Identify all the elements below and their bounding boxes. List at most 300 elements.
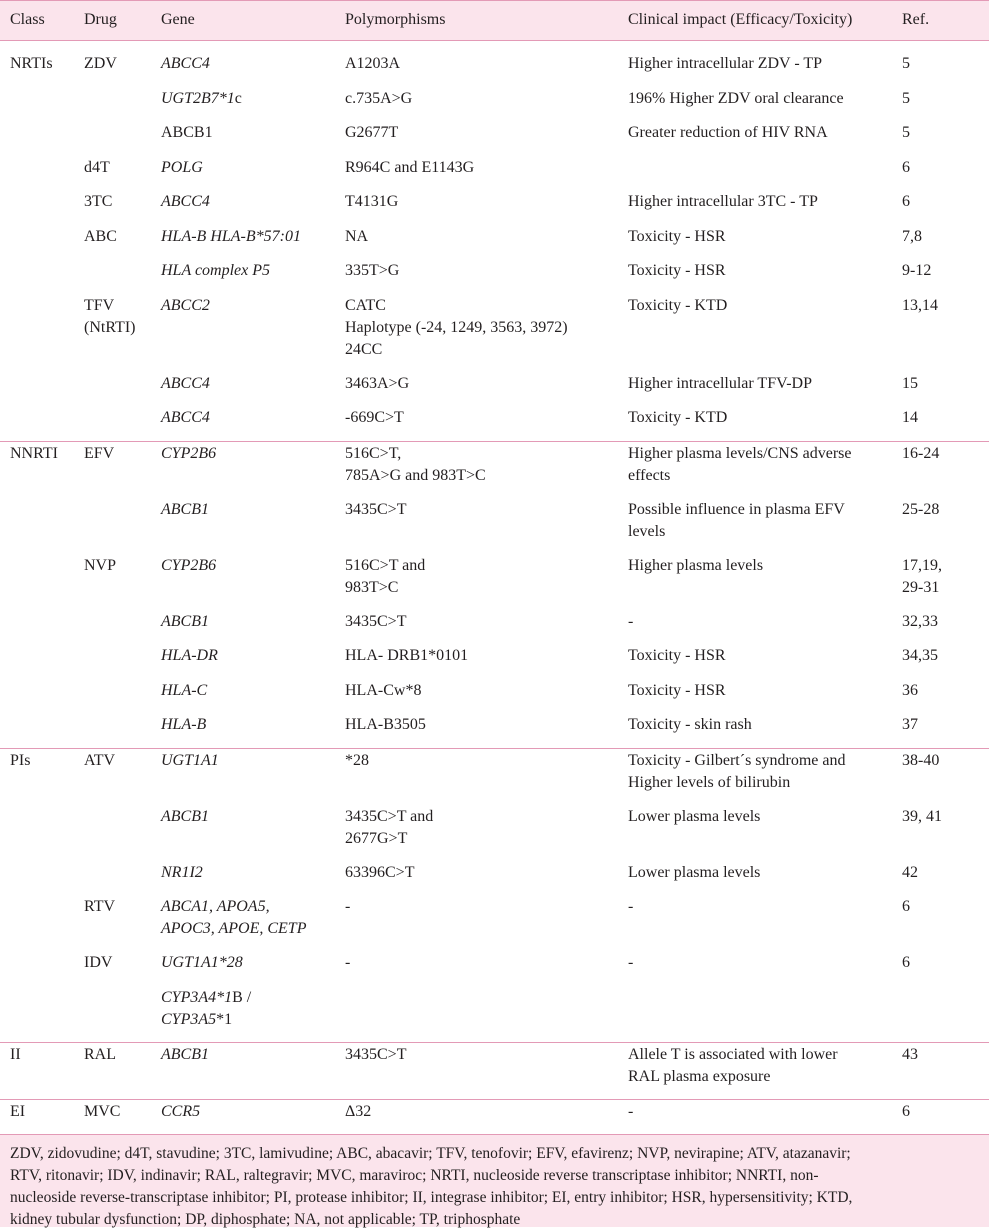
cell-polymorphisms-text: 2677G>T <box>345 829 408 847</box>
cell-class <box>0 679 74 714</box>
cell-clinical-impact <box>618 554 892 610</box>
cell-clinical-impact-text: Higher intracellular 3TC - TP <box>628 193 818 210</box>
cell-class <box>0 41 74 87</box>
cell-drug <box>74 372 151 407</box>
header-drug: Drug <box>74 1 151 41</box>
cell-drug-text: TFV <box>84 296 115 314</box>
cell-drug <box>74 156 151 191</box>
cell-gene <box>151 610 335 645</box>
cell-clinical-impact <box>618 498 892 554</box>
header-polymorphisms: Polymorphisms <box>335 1 618 41</box>
cell-drug-text: EFV <box>84 444 115 462</box>
cell-drug <box>74 190 151 225</box>
cell-clinical-impact-text: Toxicity - KTD <box>628 409 728 426</box>
cell-class-text: NNRTI <box>10 444 58 462</box>
cell-drug <box>74 679 151 714</box>
cell-class <box>0 259 74 294</box>
cell-class <box>0 406 74 441</box>
cell-clinical-impact <box>618 41 892 87</box>
header-clinical-impact: Clinical impact (Efficacy/Toxicity) <box>618 1 892 41</box>
cell-drug-text: MVC <box>84 1102 121 1120</box>
cell-polymorphisms <box>335 644 618 679</box>
cell-polymorphisms <box>335 41 618 87</box>
cell-clinical-impact <box>618 121 892 156</box>
cell-polymorphisms <box>335 805 618 861</box>
cell-class <box>0 554 74 610</box>
cell-clinical-impact-text: Toxicity - HSR <box>628 681 726 699</box>
cell-clinical-impact-text: Higher plasma levels/CNS adverse <box>628 444 852 462</box>
table-row <box>0 190 989 225</box>
cell-polymorphisms-text: HLA-B3505 <box>345 716 426 733</box>
cell-clinical-impact-text: - <box>628 612 634 630</box>
cell-gene-text: CCR5 <box>161 1102 201 1120</box>
cell-ref-text: 9-12 <box>902 262 932 279</box>
cell-polymorphisms <box>335 498 618 554</box>
cell-ref <box>892 861 989 896</box>
cell-clinical-impact <box>618 406 892 441</box>
cell-polymorphisms-text: HLA-Cw*8 <box>345 681 422 699</box>
cell-drug-text: (NtRTI) <box>84 318 136 336</box>
cell-gene-text: HLA-B HLA-B*57:01 <box>161 227 301 245</box>
cell-ref <box>892 498 989 554</box>
cell-gene <box>151 121 335 156</box>
cell-ref <box>892 121 989 156</box>
cell-drug-text: 3TC <box>84 193 113 210</box>
cell-drug-text: ATV <box>84 751 116 769</box>
cell-gene <box>151 679 335 714</box>
cell-gene-text: CYP3A4*1B / <box>161 988 252 1006</box>
cell-clinical-impact <box>618 225 892 260</box>
cell-gene-text: CYP2B6 <box>161 444 217 462</box>
cell-ref-text: 14 <box>902 409 918 426</box>
cell-gene <box>151 87 335 122</box>
cell-polymorphisms <box>335 861 618 896</box>
cell-polymorphisms-text: 785A>G and 983T>C <box>345 466 486 484</box>
cell-clinical-impact-text: Allele T is associated with lower <box>628 1045 838 1063</box>
cell-class <box>0 610 74 645</box>
cell-drug <box>74 498 151 554</box>
cell-drug-text: d4T <box>84 158 110 176</box>
cell-drug <box>74 805 151 861</box>
cell-ref-text: 34,35 <box>902 647 938 664</box>
cell-clinical-impact-text: Toxicity - HSR <box>628 262 726 279</box>
cell-class <box>0 1099 74 1135</box>
cell-ref <box>892 406 989 441</box>
cell-gene-text: HLA-C <box>161 681 208 699</box>
footnote-line: kidney tubular dysfunction; DP, diphosphate; NA, not applicable; TP, triphosphate <box>10 1211 521 1228</box>
cell-polymorphisms-text: G2677T <box>345 124 399 141</box>
cell-gene-text: POLG <box>161 158 203 176</box>
cell-ref <box>892 1042 989 1099</box>
cell-drug <box>74 87 151 122</box>
cell-gene-text: ABCA1, APOA5, <box>161 898 270 915</box>
table-row <box>0 986 989 1043</box>
cell-clinical-impact <box>618 644 892 679</box>
cell-gene-text: CYP3A5*1 <box>161 1010 233 1028</box>
cell-ref <box>892 372 989 407</box>
cell-clinical-impact-text: Greater reduction of HIV RNA <box>628 124 828 141</box>
cell-polymorphisms-text: 3435C>T <box>345 500 407 518</box>
cell-polymorphisms-text: 983T>C <box>345 578 399 596</box>
cell-clinical-impact <box>618 805 892 861</box>
cell-clinical-impact-text: 196% Higher ZDV oral clearance <box>628 89 844 107</box>
cell-ref <box>892 748 989 805</box>
table-row <box>0 121 989 156</box>
cell-ref <box>892 951 989 986</box>
cell-polymorphisms <box>335 372 618 407</box>
cell-drug <box>74 951 151 986</box>
table-row <box>0 861 989 896</box>
cell-ref-text: 16-24 <box>902 444 940 462</box>
table-row <box>0 951 989 986</box>
cell-ref-text: 6 <box>902 158 910 176</box>
cell-ref-text: 6 <box>902 954 910 971</box>
cell-gene-text: ABCC4 <box>161 374 210 392</box>
cell-class <box>0 225 74 260</box>
cell-clinical-impact <box>618 679 892 714</box>
cell-gene-text: NR1I2 <box>161 863 203 881</box>
cell-drug <box>74 748 151 805</box>
cell-ref-text: 37 <box>902 716 918 733</box>
cell-ref <box>892 87 989 122</box>
footnote-line: RTV, ritonavir; IDV, indinavir; RAL, raltegravir; MVC, maraviroc; NRTI, nucleoside reverse transcriptase inhibitor; NNRTI, non- <box>10 1167 819 1184</box>
cell-class <box>0 713 74 748</box>
cell-class-text: EI <box>10 1102 26 1120</box>
cell-gene-text: ABCC4 <box>161 55 210 72</box>
cell-gene-text: ABCC2 <box>161 296 210 314</box>
cell-ref <box>892 41 989 87</box>
cell-ref <box>892 713 989 748</box>
cell-drug <box>74 294 151 372</box>
cell-gene <box>151 406 335 441</box>
cell-clinical-impact <box>618 861 892 896</box>
cell-polymorphisms <box>335 895 618 951</box>
cell-gene-text: APOC3, APOE, CETP <box>161 920 307 937</box>
cell-ref-text: 6 <box>902 1102 910 1120</box>
cell-ref <box>892 1099 989 1135</box>
cell-gene <box>151 713 335 748</box>
cell-clinical-impact-text: Lower plasma levels <box>628 807 761 825</box>
cell-polymorphisms-text: A1203A <box>345 55 401 72</box>
cell-clinical-impact-text: Toxicity - skin rash <box>628 716 752 733</box>
cell-clinical-impact-text: Higher intracellular ZDV - TP <box>628 55 823 72</box>
table-row <box>0 610 989 645</box>
cell-gene <box>151 748 335 805</box>
cell-polymorphisms <box>335 156 618 191</box>
cell-ref <box>892 986 989 1043</box>
cell-class <box>0 1042 74 1099</box>
cell-class <box>0 156 74 191</box>
cell-clinical-impact <box>618 156 892 191</box>
cell-polymorphisms-text: 3435C>T <box>345 1045 407 1063</box>
cell-ref-text: 6 <box>902 193 910 210</box>
cell-clinical-impact-text: Higher plasma levels <box>628 556 764 574</box>
cell-clinical-impact-text: Toxicity - KTD <box>628 296 728 314</box>
cell-class <box>0 294 74 372</box>
table-row <box>0 644 989 679</box>
cell-gene <box>151 554 335 610</box>
cell-clinical-impact-text: Toxicity - Gilbert´s syndrome and <box>628 751 846 769</box>
cell-polymorphisms <box>335 259 618 294</box>
cell-gene <box>151 644 335 679</box>
cell-polymorphisms <box>335 225 618 260</box>
cell-ref-text: 43 <box>902 1045 918 1063</box>
cell-ref-text: 38-40 <box>902 751 940 769</box>
header-class: Class <box>0 1 74 41</box>
cell-gene-text: ABCC4 <box>161 193 210 210</box>
table-row <box>0 225 989 260</box>
cell-class-text: NRTIs <box>10 55 53 72</box>
cell-gene <box>151 951 335 986</box>
cell-gene-text: UGT1A1*28 <box>161 954 243 971</box>
cell-drug <box>74 1099 151 1135</box>
cell-drug-text: RTV <box>84 898 116 915</box>
cell-ref-text: 5 <box>902 55 910 72</box>
cell-polymorphisms-text: Δ32 <box>345 1102 372 1120</box>
cell-class-text: II <box>10 1045 21 1063</box>
cell-ref-text: 7,8 <box>902 227 922 245</box>
cell-gene-text: ABCB1 <box>161 124 213 141</box>
cell-clinical-impact-text: levels <box>628 522 666 540</box>
cell-polymorphisms-text: Haplotype (-24, 1249, 3563, 3972) <box>345 318 568 336</box>
cell-drug <box>74 441 151 498</box>
cell-gene-text: HLA-DR <box>161 647 218 664</box>
cell-clinical-impact-text: - <box>628 1102 634 1120</box>
cell-clinical-impact <box>618 986 892 1043</box>
cell-polymorphisms-text: 3435C>T and <box>345 807 434 825</box>
cell-drug <box>74 1042 151 1099</box>
cell-clinical-impact <box>618 610 892 645</box>
cell-polymorphisms-text: c.735A>G <box>345 89 413 107</box>
cell-ref-text: 5 <box>902 124 910 141</box>
cell-polymorphisms <box>335 190 618 225</box>
cell-ref <box>892 225 989 260</box>
cell-ref <box>892 895 989 951</box>
cell-clinical-impact <box>618 951 892 986</box>
cell-gene <box>151 294 335 372</box>
cell-ref-text: 25-28 <box>902 500 940 518</box>
cell-polymorphisms <box>335 406 618 441</box>
cell-ref-text: 32,33 <box>902 612 938 630</box>
cell-polymorphisms <box>335 713 618 748</box>
cell-polymorphisms <box>335 441 618 498</box>
cell-drug <box>74 554 151 610</box>
cell-ref <box>892 259 989 294</box>
cell-ref-text: 39, 41 <box>902 807 942 825</box>
cell-drug-text: NVP <box>84 556 117 574</box>
cell-class <box>0 805 74 861</box>
cell-gene <box>151 372 335 407</box>
table-row <box>0 156 989 191</box>
cell-gene-text: ABCB1 <box>161 500 209 518</box>
table-row <box>0 1099 989 1135</box>
cell-ref-text: 29-31 <box>902 578 940 596</box>
cell-gene <box>151 1099 335 1135</box>
footnote-line: nucleoside reverse-transcriptase inhibitor; PI, protease inhibitor; II, integrase inhibitor; EI, entry inhibitor; HSR, hypersensitivity; KTD, <box>10 1189 853 1206</box>
cell-gene <box>151 498 335 554</box>
cell-ref <box>892 441 989 498</box>
cell-gene <box>151 895 335 951</box>
cell-drug <box>74 713 151 748</box>
cell-polymorphisms <box>335 1099 618 1135</box>
cell-polymorphisms-text: 335T>G <box>345 262 400 279</box>
cell-polymorphisms <box>335 1042 618 1099</box>
table-footnote <box>0 1135 989 1227</box>
cell-ref-text: 17,19, <box>902 556 942 574</box>
table-row <box>0 372 989 407</box>
cell-polymorphisms-text: NA <box>345 227 369 245</box>
cell-polymorphisms-text: CATC <box>345 296 386 314</box>
table-row <box>0 41 989 87</box>
cell-ref-text: 6 <box>902 898 910 915</box>
cell-polymorphisms <box>335 610 618 645</box>
cell-clinical-impact <box>618 441 892 498</box>
header-gene: Gene <box>151 1 335 41</box>
cell-gene-text: CYP2B6 <box>161 556 217 574</box>
table-row <box>0 554 989 610</box>
cell-class <box>0 190 74 225</box>
table-row <box>0 294 989 372</box>
table-row <box>0 895 989 951</box>
cell-clinical-impact-text: Higher intracellular TFV-DP <box>628 374 812 392</box>
cell-ref <box>892 679 989 714</box>
cell-polymorphisms-text: 3435C>T <box>345 612 407 630</box>
cell-class <box>0 895 74 951</box>
cell-class <box>0 121 74 156</box>
cell-gene-text: UGT2B7*1c <box>161 89 242 107</box>
cell-polymorphisms-text: 516C>T and <box>345 556 426 574</box>
cell-gene-text: ABCB1 <box>161 612 209 630</box>
cell-gene <box>151 259 335 294</box>
cell-gene <box>151 805 335 861</box>
cell-clinical-impact <box>618 1099 892 1135</box>
cell-gene <box>151 225 335 260</box>
cell-class <box>0 986 74 1043</box>
cell-ref <box>892 644 989 679</box>
table-row <box>0 259 989 294</box>
cell-class <box>0 861 74 896</box>
cell-polymorphisms <box>335 87 618 122</box>
cell-drug <box>74 259 151 294</box>
cell-drug <box>74 644 151 679</box>
cell-ref <box>892 190 989 225</box>
cell-clinical-impact-text: - <box>628 898 634 915</box>
cell-gene-text: ABCB1 <box>161 807 209 825</box>
cell-clinical-impact-text: RAL plasma exposure <box>628 1067 771 1085</box>
cell-drug <box>74 861 151 896</box>
cell-drug <box>74 41 151 87</box>
cell-drug <box>74 225 151 260</box>
table-body <box>0 41 989 1135</box>
cell-clinical-impact <box>618 748 892 805</box>
cell-polymorphisms-text: R964C and E1143G <box>345 158 475 176</box>
cell-clinical-impact-text: Lower plasma levels <box>628 863 761 881</box>
table-row <box>0 713 989 748</box>
cell-gene <box>151 190 335 225</box>
cell-drug <box>74 895 151 951</box>
cell-drug-text: IDV <box>84 954 113 971</box>
cell-clinical-impact-text: - <box>628 954 634 971</box>
cell-drug <box>74 986 151 1043</box>
cell-drug-text: ZDV <box>84 55 117 72</box>
cell-ref <box>892 294 989 372</box>
cell-class <box>0 644 74 679</box>
cell-ref <box>892 610 989 645</box>
cell-ref <box>892 156 989 191</box>
cell-clinical-impact <box>618 1042 892 1099</box>
cell-drug-text: RAL <box>84 1045 116 1063</box>
cell-drug <box>74 610 151 645</box>
cell-gene-text: ABCB1 <box>161 1045 209 1063</box>
cell-ref-text: 42 <box>902 863 918 881</box>
cell-polymorphisms-text: 63396C>T <box>345 863 415 881</box>
cell-polymorphisms <box>335 951 618 986</box>
header-ref: Ref. <box>892 1 989 41</box>
cell-ref-text: 15 <box>902 374 918 392</box>
cell-gene <box>151 861 335 896</box>
table-row <box>0 1042 989 1099</box>
cell-gene <box>151 986 335 1043</box>
cell-polymorphisms-text: 3463A>G <box>345 374 410 392</box>
cell-polymorphisms <box>335 294 618 372</box>
cell-polymorphisms <box>335 748 618 805</box>
cell-polymorphisms-text: 24CC <box>345 340 383 358</box>
table-row <box>0 87 989 122</box>
cell-clinical-impact-text: Possible influence in plasma EFV <box>628 500 845 518</box>
cell-gene-text: UGT1A1 <box>161 751 219 769</box>
cell-polymorphisms-text: - <box>345 898 351 915</box>
cell-gene <box>151 156 335 191</box>
cell-drug <box>74 406 151 441</box>
cell-ref-text: 5 <box>902 89 910 107</box>
cell-class-text: PIs <box>10 751 31 769</box>
cell-class <box>0 951 74 986</box>
cell-clinical-impact <box>618 713 892 748</box>
cell-polymorphisms <box>335 679 618 714</box>
footnote-line: ZDV, zidovudine; d4T, stavudine; 3TC, lamivudine; ABC, abacavir; TFV, tenofovir; EFV, efavirenz; NVP, nevirapine; ATV, atazanavir; <box>10 1145 851 1162</box>
table-row <box>0 679 989 714</box>
cell-class <box>0 748 74 805</box>
cell-polymorphisms-text: T4131G <box>345 193 399 210</box>
cell-ref <box>892 805 989 861</box>
cell-class <box>0 372 74 407</box>
cell-clinical-impact <box>618 372 892 407</box>
cell-clinical-impact <box>618 87 892 122</box>
cell-clinical-impact <box>618 259 892 294</box>
cell-gene-text: HLA complex P5 <box>161 262 271 279</box>
cell-polymorphisms-text: *28 <box>345 751 369 769</box>
cell-drug-text: ABC <box>84 227 117 245</box>
cell-polymorphisms-text: 516C>T, <box>345 444 402 462</box>
cell-gene <box>151 441 335 498</box>
cell-drug <box>74 121 151 156</box>
cell-clinical-impact <box>618 294 892 372</box>
cell-polymorphisms-text: - <box>345 954 351 971</box>
cell-clinical-impact <box>618 895 892 951</box>
cell-ref-text: 36 <box>902 681 918 699</box>
table-row <box>0 406 989 441</box>
cell-ref-text: 13,14 <box>902 296 938 314</box>
cell-polymorphisms <box>335 986 618 1043</box>
cell-gene <box>151 41 335 87</box>
cell-polymorphisms-text: HLA- DRB1*0101 <box>345 647 469 664</box>
cell-polymorphisms <box>335 121 618 156</box>
cell-clinical-impact-text: effects <box>628 466 671 484</box>
cell-clinical-impact-text: Toxicity - HSR <box>628 647 726 664</box>
table-row <box>0 498 989 554</box>
table-row <box>0 441 989 498</box>
cell-polymorphisms-text: -669C>T <box>345 409 404 426</box>
